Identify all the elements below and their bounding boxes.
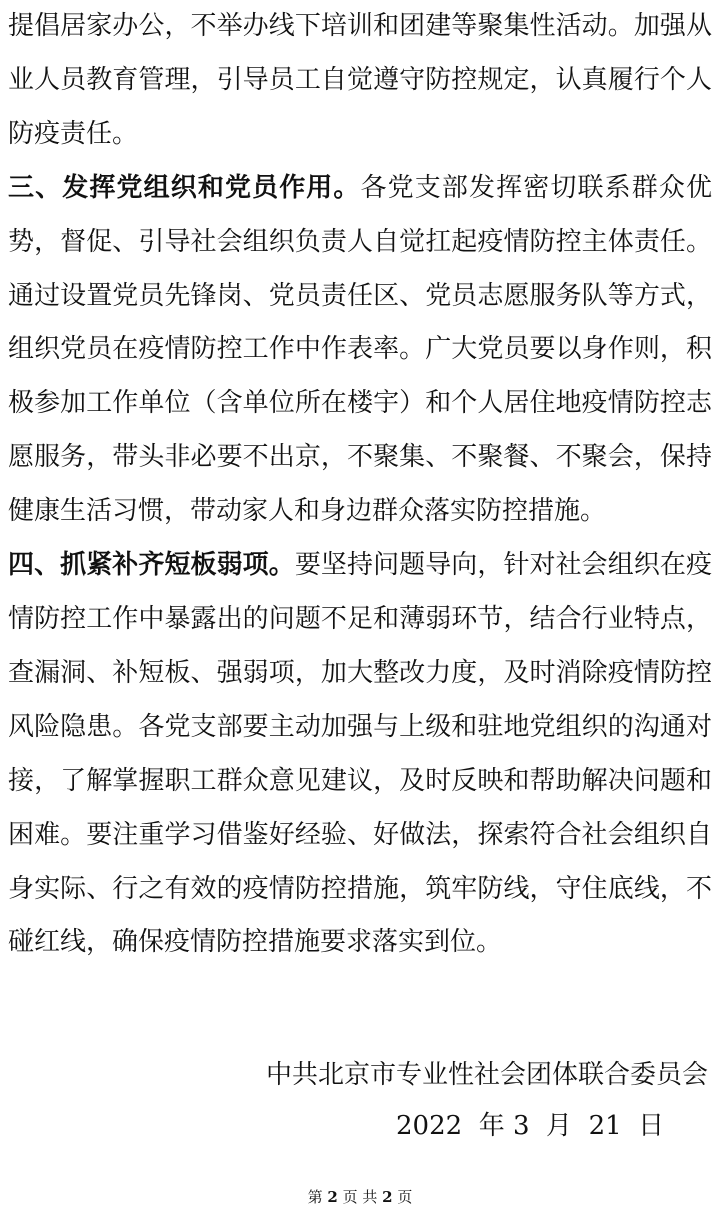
paragraph-section-three [8,162,712,539]
section-four-text: 要坚持问题导向，针对社会组织在疫情防控工作中暴露出的问题不足和薄弱环节，结合行业特点，查漏洞、补短板、强弱项，加大整改力度，及时消除疫情防控风险隐患。各党支部要主动加强与上级和驻地党组织的沟通对接，了解掌握职工群众意见建议，及时反映和帮助解决问题和困难。要注重学习借鉴好经验、好做法，探索符合社会组织自身实际、行之有效的疫情防控措施，筑牢防线，守住底线，不碰红线，确保疫情防控措施要求落实到位。 [8,550,712,958]
footer-suffix: 页 [392,1188,413,1206]
footer-current-page: 2 [327,1188,338,1206]
paragraph-continuation [8,0,712,162]
section-three-heading: 三、发挥党组织和党员作用。 [8,172,361,203]
footer-prefix: 第 [307,1188,328,1206]
paragraph-section-four [8,539,712,970]
section-three-text: 各党支部发挥密切联系群众优势，督促、引导社会组织负责人自觉扛起疫情防控主体责任。通过设置党员先锋岗、党员责任区、党员志愿服务队等方式，组织党员在疫情防控工作中作表率。广大党员要以身作则，积极参加工作单位（含单位所在楼宇）和个人居住地疫情防控志愿服务，带头非必要不出京，不聚集、不聚餐、不聚会，保持健康生活习惯，带动家人和身边群众落实防控措施。 [8,172,712,527]
footer-middle: 页 共 [337,1188,383,1206]
signature-organization: 中共北京市专业性社会团体联合委员会 [265,1060,708,1090]
signature-date: 2022 年 3 月 21 日 [396,1111,665,1141]
paragraph-text: 提倡居家办公，不举办线下培训和团建等聚集性活动。加强从业人员教育管理，引导员工自觉遵守防控规定，认真履行个人防疫责任。 [8,11,712,149]
footer-total-pages: 2 [382,1188,393,1206]
page-footer [0,1186,720,1208]
document-body [8,0,712,970]
section-four-heading: 四、抓紧补齐短板弱项。 [8,550,295,581]
